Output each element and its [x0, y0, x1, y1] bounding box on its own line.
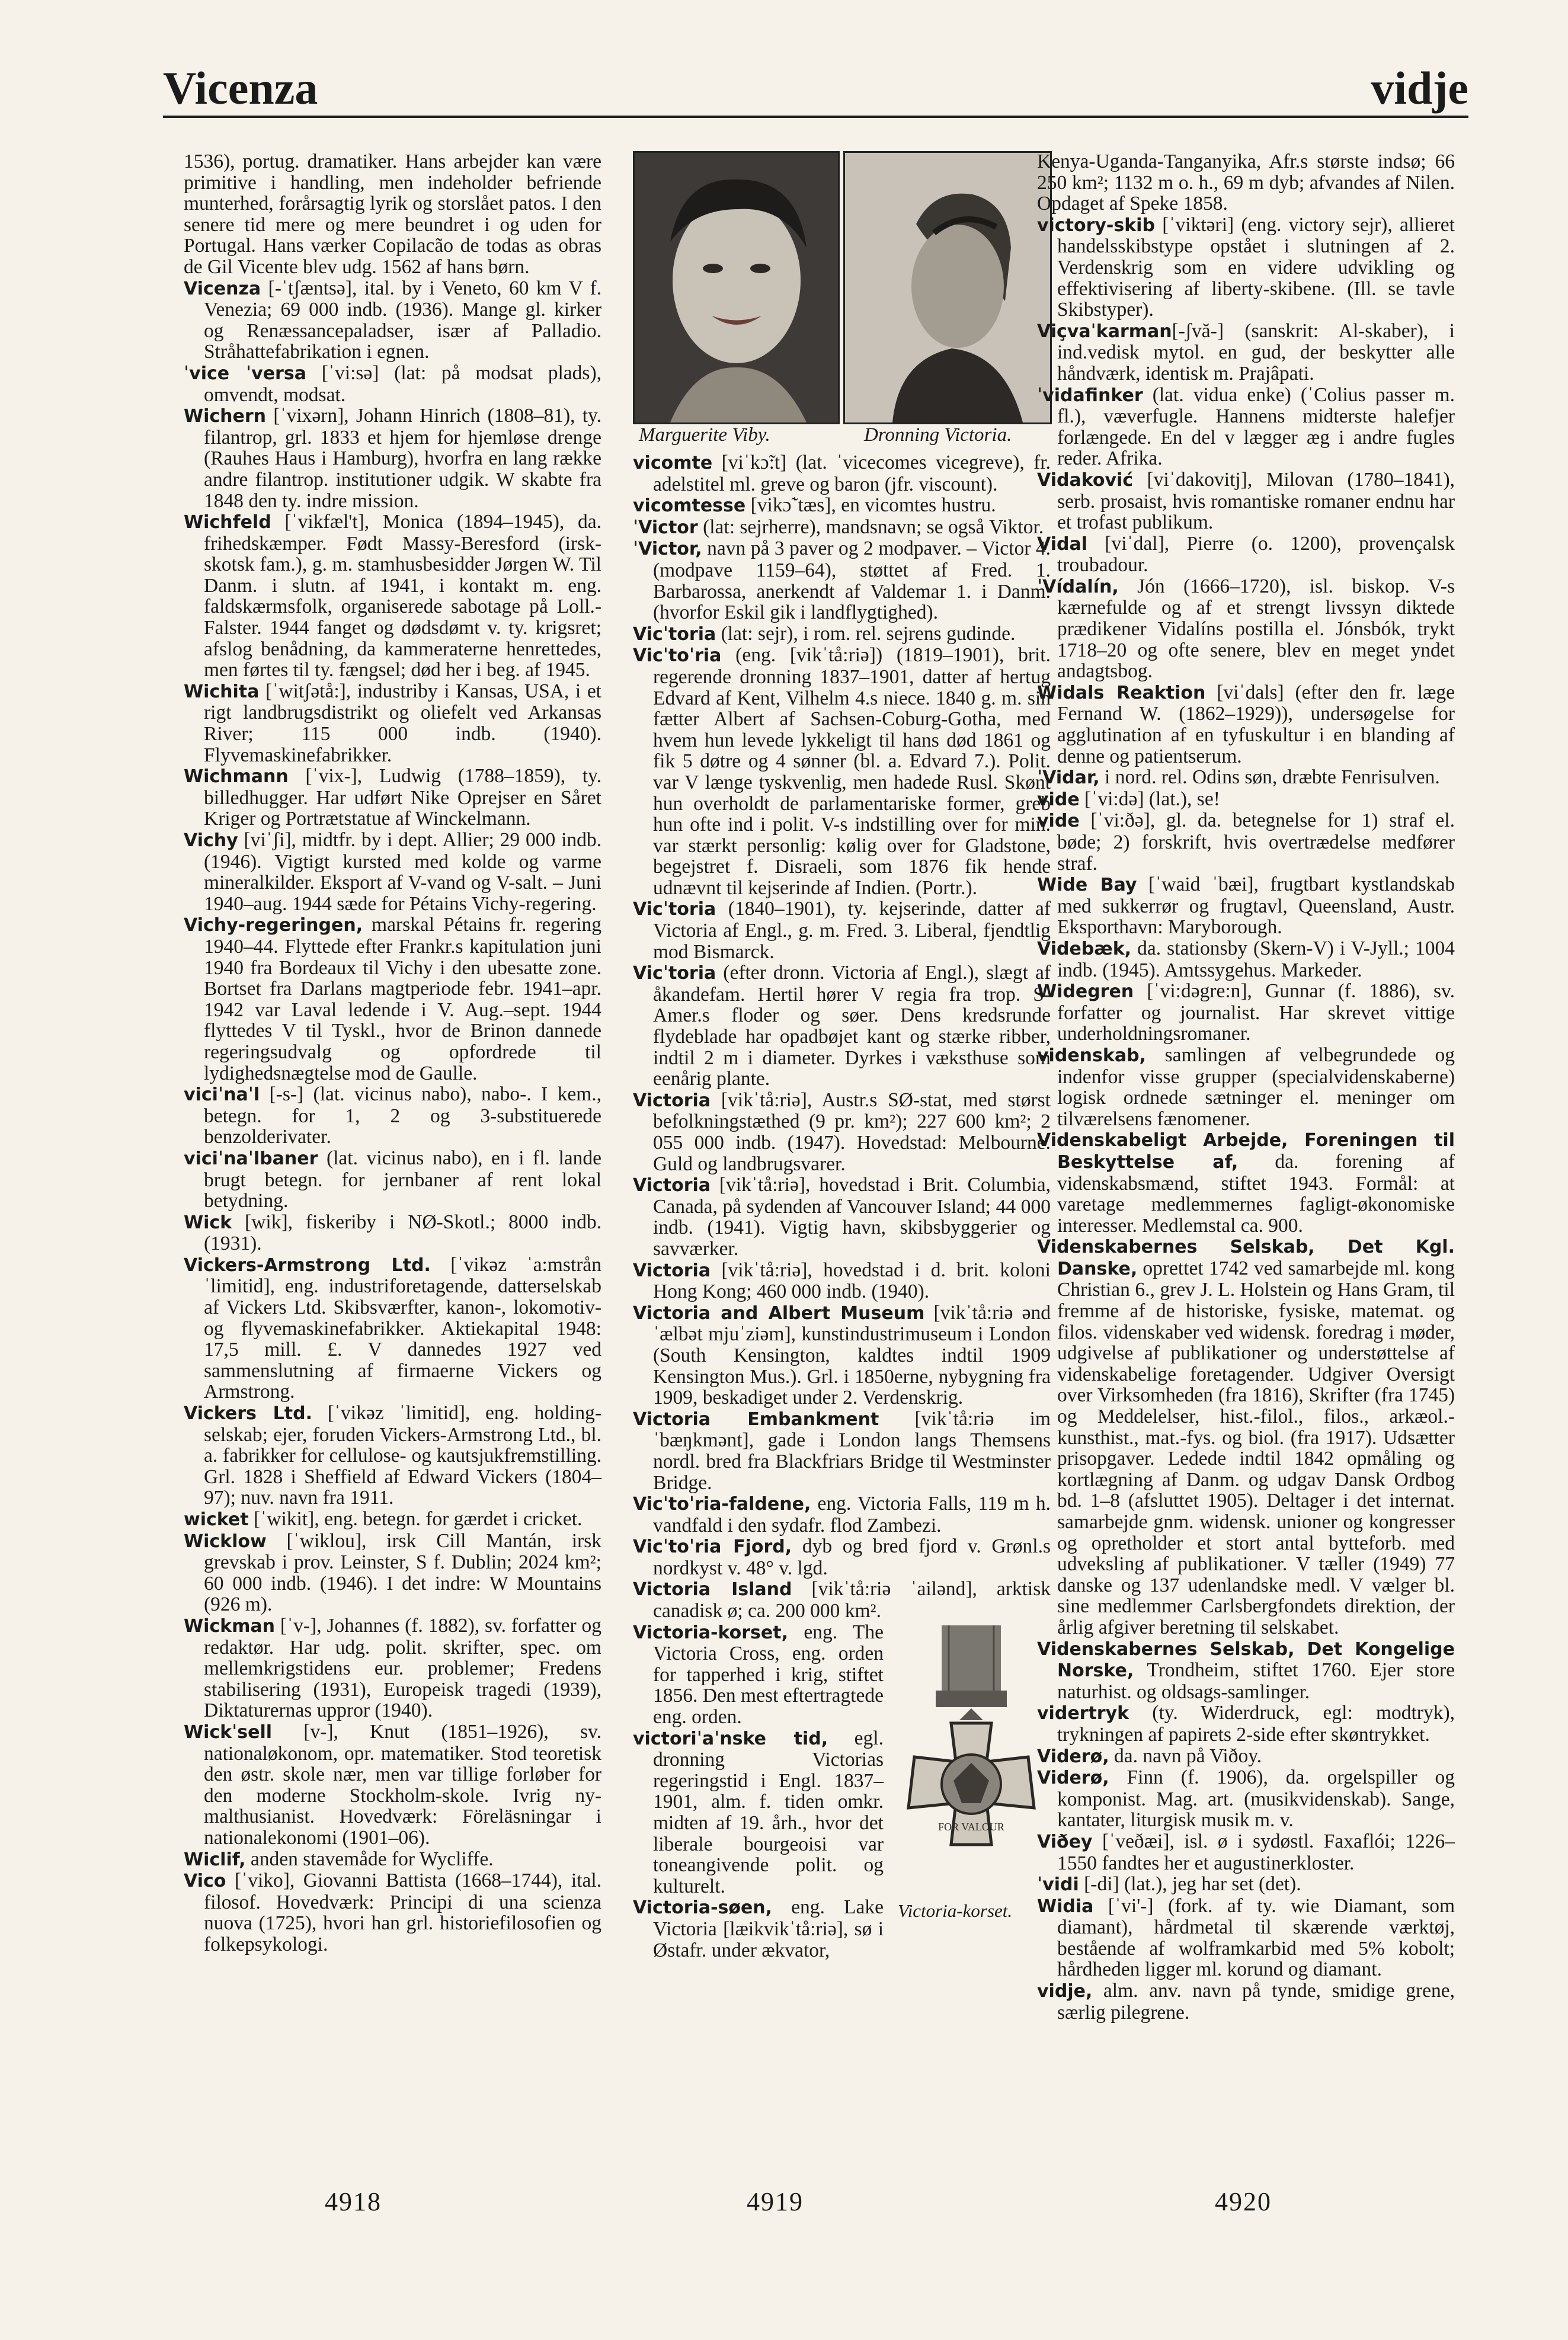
dictionary-entry [1037, 810, 1455, 874]
entry-text: [ˈvix-], Ludwig (1788–1859), ty. billedhugger. Har udført Nike Oprejser en Såret Kriger og Portrætstatue af Winckelmann. [204, 765, 601, 830]
dictionary-entry [184, 1212, 601, 1254]
entry-headword: wicket [184, 1509, 249, 1530]
dictionary-entry [184, 1870, 601, 1955]
page-number-middle: 4919 [747, 2187, 804, 2216]
entry-headword: ˈVictor, [633, 539, 702, 560]
entry-text: [ˈwitʃətå:], industriby i Kansas, USA, i et rigt landbrugsdistrikt og oliefelt ved Arkansas River; 115 000 indb. (1940). Flyvemaskinefabrikker. [204, 680, 601, 766]
entry-text: alm. anv. navn på tynde, smidige grene, særlig pilegrene. [1057, 1980, 1455, 2024]
entry-headword: vidertryk [1037, 1703, 1129, 1724]
dictionary-entry [184, 1721, 601, 1849]
entry-text: (lat: sejr), i rom. rel. sejrens gudinde. [716, 622, 1016, 645]
entry-headword: Vicˈtoria [633, 899, 716, 920]
entry-headword: Vickers-Armstrong Ltd. [184, 1254, 431, 1276]
dictionary-entry [184, 511, 601, 681]
dictionary-entry [1037, 1702, 1455, 1745]
caption-queen-victoria: Dronning Victoria. [864, 424, 1012, 446]
dictionary-entry [184, 766, 601, 830]
entry-headword: vide [1037, 811, 1080, 832]
entry-headword: Wick [184, 1212, 232, 1233]
dictionary-entry [1037, 321, 1455, 385]
entry-text: [ˈwaid ˈbæi], frugtbart kystlandskab med sukkerrør og frugtavl, Queensland, Austr. Eksporthavn: Maryborough. [1057, 873, 1455, 939]
entry-text: [viˈdal], Pierre (o. 1200), provençalsk troubadour. [1057, 532, 1455, 577]
entry-headword: Widals Reaktion [1037, 682, 1206, 703]
entry-text: [ˈvixərn], Johann Hinrich (1808–81), ty. filantrop, grl. 1833 et hjem for hjemløse drenge (Rauhes Haus i Hamburg), hvorfra en lang række andre filantrop. institutioner udgik. W skabte fra 1848 den ty. indre mission. [204, 405, 601, 512]
dictionary-entry [184, 1531, 601, 1615]
column-left [184, 151, 601, 1955]
dictionary-entry [633, 1493, 1051, 1536]
dictionary-entry [184, 405, 601, 511]
dictionary-entry [633, 1409, 1051, 1493]
entry-headword: Wickˈsell [184, 1721, 273, 1743]
entry-headword: Vicˈtoria [633, 623, 716, 645]
dictionary-entry [633, 645, 1051, 898]
entry-headword: Wichita [184, 681, 260, 702]
column-right [1037, 151, 1455, 2023]
entry-text: [viˈdals] (efter den fr. læge Fernand W. (1862–1929)), undersøgelse for agglutination af en tyfuskultur i en blanding af denne og patientserum. [1057, 681, 1455, 767]
entry-headword: Vichy [184, 830, 238, 851]
dictionary-entry [1037, 215, 1455, 321]
dictionary-entry [1037, 789, 1455, 811]
entry-text: Jón (1666–1720), isl. biskop. V-s kærnefulde og af et strengt livssyn diktede prædikener Vidalíns postilla el. Jónsbók, trykt 1718–20 og ofte senere, blev en meget yndet andagtsbog. [1057, 575, 1455, 683]
entry-headword: Vicˈtoˈria [633, 645, 722, 667]
entry-text: samlingen af velbegrundede og indenfor visse grupper (specialvidenskaberne) logisk ordnede sætninger el. meninger om tilværelsens fænomener. [1057, 1043, 1455, 1130]
entry-text: [vikˈtå:riə], Austr.s SØ-stat, med størst befolkningstæthed (9 pr. km²); 227 600 km²; 2 055 000 indb. (1947). Hovedstad: Melbourne. Guld og landbrugsvarer. [653, 1089, 1051, 1175]
entry-text: (1840–1901), ty. kejserinde, datter af Victoria af Engl., g. m. Fred. 3. Liberal, fjendtlig mod Bismarck. [653, 898, 1051, 963]
dictionary-entry [1037, 1767, 1455, 1831]
dictionary-entry [184, 278, 601, 363]
dictionary-entry [1037, 1980, 1455, 2023]
entry-headword: Victoria [633, 1260, 711, 1281]
dictionary-entry [1037, 1236, 1455, 1638]
entry-text: (lat: sejrherre), mandsnavn; se også Viktor. [697, 516, 1044, 538]
dictionary-entry [1037, 874, 1455, 938]
dictionary-entry [184, 1084, 601, 1148]
entry-text: [viˈʃi], midtfr. by i dept. Allier; 29 000 indb. (1946). Vigtigt kursted med kolde og varme mineralkilder. Eksport af V-vand og V-salt. – Juni 1940–aug. 1944 sæde for Pétains Vichy-regering. [204, 829, 601, 915]
dictionary-entry [184, 681, 601, 766]
dictionary-entry [184, 1509, 601, 1531]
entry-text: eng. Victoria Falls, 119 m h. vandfald i den sydafr. flod Zambezi. [653, 1493, 1051, 1536]
entry-text: [ˈvi:sə] (lat: på modsat plads), omvendt, modsat. [204, 361, 601, 406]
entry-text: [ˈwikit], eng. betegn. for gærdet i cricket. [248, 1508, 583, 1530]
dictionary-entry [633, 898, 1051, 962]
dictionary-entry [1037, 385, 1455, 469]
dictionary-entry [1037, 1638, 1455, 1703]
entry-headword: Victoria Embankment [633, 1409, 879, 1430]
entry-headword: ˈVictor [633, 517, 698, 538]
entry-headword: Victoria-korset, [633, 1622, 788, 1643]
entry-text: (lat. vidua enke) (ˈColius passer m. fl.), væverfugle. Hannens midterste halefjer forlængede. En del v lægger æg i andre fugles reder. Afrika. [1057, 383, 1455, 470]
dictionary-entry [633, 623, 1051, 645]
dictionary-entry [1037, 1874, 1455, 1896]
entry-headword: vicomte [633, 453, 713, 473]
entry-headword: Viderø, [1037, 1768, 1109, 1789]
medal-inscription: FOR VALOUR [938, 1820, 1004, 1833]
entry-text: da. navn på Viðoy. [1109, 1744, 1262, 1767]
entry-headword: Vichy-regeringen, [184, 915, 363, 936]
header-first-word: Vicenza [163, 62, 318, 114]
entry-text: [ˈviko], Giovanni Battista (1668–1744), ital. filosof. Hovedværk: Principi di una scienza nuova (1725), hvori han grl. historiefilosofien og folkepsykologi. [204, 1870, 601, 1955]
dictionary-entry [184, 914, 601, 1084]
entry-text: [viˈdakovitj], Milovan (1780–1841), serb. prosaist, hvis romantiske romaner endnu har et trofast publikum. [1057, 468, 1455, 534]
entry-text: da. stationsby (Skern-V) i V-Jyll.; 1004 indb. (1945). Amtssygehus. Markeder. [1057, 937, 1455, 981]
entry-headword: victory-skib [1037, 215, 1155, 236]
entry-text: [vikˈtå:riə ənd ˈælbət mjuˈziəm], kunstindustrimuseum i London (South Kensington, kaldtes indtil 1909 Kensington Mus.). Grl. i 1850erne, nybygning fra 1909, beskadiget under 2. Verdenskrig. [653, 1301, 1051, 1409]
dictionary-entry [633, 1260, 1051, 1302]
victoria-cross-illustration [892, 1625, 1051, 1922]
dictionary-entry [1037, 151, 1455, 215]
dictionary-entry [633, 538, 1051, 623]
dictionary-entry [633, 1174, 1051, 1259]
entry-headword: Vickers Ltd. [184, 1403, 313, 1425]
entry-text: Kenya-Uganda-Tanganyika, Afr.s største indsø; 66 250 km²; 1132 m o. h., 69 m dyb; afvandes af Nilen. Opdaget af Speke 1858. [1037, 151, 1455, 215]
entry-headword: Victoria and Albert Museum [633, 1302, 925, 1324]
portrait-marguerite-viby [633, 151, 840, 424]
entry-headword: Viderø, [1037, 1746, 1109, 1767]
dictionary-entry [184, 151, 601, 278]
entry-text: dyb og bred fjord v. Grønl.s nordkyst v. 48° v. lgd. [653, 1535, 1051, 1579]
dictionary-entry [184, 1849, 601, 1871]
entry-headword: videnskab, [1037, 1045, 1146, 1066]
dictionary-entry [633, 1579, 1051, 1621]
entry-headword: Vico [184, 1871, 226, 1892]
dictionary-entry [1037, 1129, 1455, 1236]
header-last-word: vidje [1371, 62, 1468, 114]
dictionary-entry [1037, 682, 1455, 767]
page-number-left: 4918 [325, 2187, 382, 2216]
entry-text: [vikɔ̃ˈtæs], en vicomtes hustru. [745, 494, 996, 517]
dictionary-entry [1037, 938, 1455, 981]
entry-text: marskal Pétains fr. regering 1940–44. Flyttede efter Frankr.s kapitulation juni 1940 fra Bordeaux til Vichy i den ubesatte zone. Bortset fra Darlans magtperiode febr. 1941–apr. 1942 var Laval ledende i V. Aug.–sept. 1944 flyttedes V til Tyskl., hvor de Brinon dannede regeringsudvalg og opfordrede til lydighedsnægtelse mod de Gaulle. [204, 914, 601, 1084]
entry-headword: ˈvidi [1037, 1874, 1079, 1896]
caption-marguerite-viby: Marguerite Viby. [639, 424, 770, 446]
entry-headword: ˈvidafinker [1037, 385, 1143, 406]
caption-victoria-cross: Victoria-korset. [898, 1900, 1013, 1922]
entry-headword: Videnskabernes Selskab, Det Kongelige Norske, [1037, 1638, 1455, 1682]
entry-headword: Vicenza [184, 278, 261, 299]
entry-text: [vikˈtå:riə], hovedstad i Brit. Columbia, Canada, på sydenden af Vancouver Island; 44 000 indb. (1941). Vigtig havn, skibsbyggerier og savværker. [653, 1174, 1051, 1260]
entry-headword: Videnskabernes Selskab, Det Kgl. Danske, [1037, 1237, 1455, 1279]
entry-text: [ˈvi'-] (fork. af ty. wie Diamant, som diamant), hårdmetal til skærende værktøj, bestående af wolframkarbid med 5% kobolt; hårdheden ligger ml. korund og diamant. [1057, 1894, 1455, 1981]
entry-headword: Wichfeld [184, 512, 271, 533]
entry-text: [-ʃvă-] (sanskrit: Al-skaber), i ind.vedisk mytol. en gud, der beskytter alle håndværk, identisk m. Prajâpati. [1057, 319, 1455, 385]
dictionary-entry [633, 517, 1051, 539]
entry-headword: viciˈnaˈl [184, 1084, 260, 1106]
entry-text: [ˈwiklou], irsk Cill Mantán, irsk grevskab i prov. Leinster, S f. Dublin; 2024 km²; 60 000 indb. (1946). I det indre: W Mountains (926 m). [204, 1529, 601, 1616]
entry-headword: Wichmann [184, 766, 289, 788]
dictionary-entry [633, 1090, 1051, 1174]
entry-text: [vikˈtå:riə ˈailənd], arktisk canadisk ø; ca. 200 000 km². [653, 1578, 1051, 1622]
entry-headword: vicomtesse [633, 495, 746, 517]
entry-headword: Victoria [633, 1090, 711, 1111]
entry-text: 1536), portug. dramatiker. Hans arbejder kan være primitive i handling, men indeholder befriende munterhed, forårsagtig lyrik og storslået patos. I den senere tid mere og mere beundret i og uden for Portugal. Hans værker Copilacão de todas as obras de Gil Vicente blev udg. 1562 af hans børn. [184, 151, 601, 278]
entry-text: [wik], fiskeriby i NØ-Skotl.; 8000 indb. (1931). [204, 1211, 601, 1255]
portrait-queen-victoria [843, 151, 1052, 424]
entry-text: [-ˈtʃæntsə], ital. by i Veneto, 60 km V f. Venezia; 69 000 indb. (1936). Mange gl. kirker og Renæssancepaladser, især af Palladio. Stråhattefabrikation i egnen. [204, 277, 601, 363]
dictionary-entry [1037, 1045, 1455, 1129]
entry-headword: viciˈnaˈlbaner [184, 1148, 318, 1169]
dictionary-entry [184, 1148, 601, 1212]
dictionary-entry [1037, 1831, 1455, 1874]
dictionary-entry [184, 363, 601, 405]
entry-headword: vide [1037, 789, 1080, 810]
entry-headword: Vidaković [1037, 469, 1134, 491]
entry-text: Finn (f. 1906), da. orgelspiller og komponist. Mag. art. (musikvidenskab). Sange, kantater, liturgisk musik m. v. [1057, 1766, 1455, 1832]
entry-text: da. forening af videnskabsmænd, stiftet 1943. Formål: at varetage medlemmernes fagligt-økonomiske interesser. Medlemstal ca. 900. [1057, 1150, 1455, 1237]
dictionary-entry [633, 495, 1051, 517]
dictionary-entry [1037, 533, 1455, 576]
victoria-cross-icon [892, 1625, 1051, 1895]
portrait-photos [633, 151, 1051, 452]
entry-text: eng. Lake Victoria [læikvikˈtå:riə], sø i Østafr. under ækvator, [653, 1896, 884, 1961]
dictionary-entry [184, 1403, 601, 1509]
running-header [163, 59, 1468, 118]
entry-text: anden stavemåde for Wycliffe. [245, 1848, 494, 1870]
dictionary-entry [633, 962, 1051, 1090]
entry-headword: Vicˈtoria [633, 963, 716, 984]
entry-text: [vikˈtå:riə], hovedstad i d. brit. koloni Hong Kong; 460 000 indb. (1940). [653, 1259, 1051, 1303]
entry-text: [viˈkɔ̃:t] (lat. ˈvicecomes vicegreve), fr. adelstitel ml. greve og baron (jfr. viscount). [653, 452, 1051, 495]
entry-headword: Wickman [184, 1615, 275, 1637]
entry-text: egl. dronning Victorias regeringstid i Engl. 1837–1901, alm. f. tiden omkr. midten af 19. årh., hvor det liberale bourgeoisi var toneangivende polit. og kulturelt. [653, 1727, 884, 1897]
entry-text: Trondheim, stiftet 1760. Ejer store naturhist. og oldsags-samlinger. [1057, 1659, 1455, 1703]
entry-text: [-s-] (lat. vicinus nabo), nabo-. I kem., betegn. for 1, 2 og 3-substituerede benzolderivater. [204, 1083, 601, 1148]
dictionary-entry [184, 1615, 601, 1721]
entry-headword: Videbæk, [1037, 938, 1132, 959]
entry-text: [vikˈtå:riə imˈbæŋkmənt], gade i London langs Themsens nordl. bred fra Blackfriars Bridge til Westminster Bridge. [653, 1407, 1051, 1494]
dictionary-entry [633, 452, 1051, 495]
entry-headword: Widegren [1037, 981, 1134, 1003]
column-middle-entries [633, 452, 1051, 1622]
entry-headword: victoriˈaˈnske tid, [633, 1728, 828, 1749]
entry-text: [v-], Knut (1851–1926), sv. nationaløkonom, opr. matematiker. Stod teoretisk den østr. skole nær, men var tillige forløber for den moderne Stockholm-skole. Ivrig ny-malthusianist. Hovedværk: Föreläsningar i nationalekonomi (1901–06). [204, 1720, 601, 1849]
entry-text: [-di] (lat.), jeg har set (det). [1079, 1873, 1301, 1896]
entry-headword: Wicklow [184, 1531, 267, 1552]
entry-text: oprettet 1742 ved samarbejde ml. kong Christian 6., grev J. L. Holstein og Hans Gram, til fremme af de historiske, fysiske, matemat. og filos. videnskaber ved widensk. foredrag i møder, udgivelse af publikationer og understøttelse af videnskabelige foretagender. Udgiver Oversigt over Virksomheden (fra 1816), Skrifter (fra 1745) og Meddelelser, hist.-filol., filos., arkæol.-kunsthist., mat.-fys. og biol. (fra 1917). Udsætter prisopgaver. Ledede indtil 1842 opmåling og kortlægning af Danm. og udgav Dansk Ordbog bd. 1–8 (afsluttet 1905). Deltager i det internat. samarbejde gnm. widensk. unioner og kongresser og opretholder et stort antal bytteforb. med udveksling af publikationer. V tæller (1949) 77 danske og 137 udenlandske medl. V vælger bl. sine medlemmer Carlsbergfondets direktion, der årlig afgiver beretning til selskabet. [1057, 1257, 1455, 1638]
entry-text: [ˈvikəz ˈlimitid], eng. holding-selskab; ejer, foruden Vickers-Armstrong Ltd., bl. a. fabrikker for cellulose- og kautsjukfremstilling. Grl. 1828 i Sheffield af Edward Vickers (1804–97); nuv. navn fra 1911. [204, 1402, 601, 1509]
dictionary-entry [1037, 1746, 1455, 1768]
entry-headword: Victoria [633, 1175, 711, 1196]
entry-text: [ˈvikəz ˈa:mstrån ˈlimitid], eng. industriforetagende, datterselskab af Vickers Ltd. Skibsværfter, kanon-, lokomotiv- og flyvemaskinefabrikker. Aktiekapital 1948: 17,5 mill. £. V dannedes 1927 ved sammenslutning af firmaerne Vickers og Armstrong. [204, 1253, 601, 1403]
dictionary-entry [1037, 469, 1455, 533]
entry-headword: Wichern [184, 406, 267, 427]
entry-headword: Viðey [1037, 1831, 1093, 1852]
entry-text: [ˈv-], Johannes (f. 1882), sv. forfatter og redaktør. Har udg. polit. skrifter, spec. om mellemkrigstidens eur. problemer; Fredens stabilisering (1931), Europeisk tragedi (1939), Diktaturernas uppror (1940). [204, 1614, 601, 1722]
dictionary-entry [633, 1536, 1051, 1579]
column-middle [633, 151, 1051, 1961]
entry-headword: Videnskabeligt Arbejde, Foreningen til Beskyttelse af, [1037, 1130, 1455, 1173]
dictionary-entry [184, 1254, 601, 1403]
entry-text: [ˈvi:ðə], gl. da. betegnelse for 1) straf el. bøde; 2) forskrift, hvis overtrædelse medfører straf. [1057, 809, 1455, 875]
entry-text: [ˈveðæi], isl. ø i sydøstl. Faxaflói; 1226–1550 fandtes her et augustinerkloster. [1057, 1830, 1455, 1874]
entry-text: (lat. vicinus nabo), en i fl. lande brugt betegn. for jernbaner af rent lokal betydning. [204, 1147, 601, 1212]
entry-headword: Vidal [1037, 533, 1087, 555]
entry-headword: Vicˈtoˈria-faldene, [633, 1494, 811, 1515]
entry-headword: Victoria Island [633, 1579, 792, 1600]
dictionary-entry [633, 1302, 1051, 1409]
entry-headword: ˈVídalín, [1037, 576, 1119, 597]
entry-text: [ˈviktəri] (eng. victory sejr), allieret handelsskibstype opstået i slutningen af 2. Verdenskrig som en videre udvikling og effektivisering af liberty-skibene. (Ill. se tavle Skibstyper). [1057, 213, 1455, 321]
page-number-right: 4920 [1215, 2187, 1272, 2216]
entry-text: eng. The Victoria Cross, eng. orden for tapperhed i krig, stiftet 1856. Den mest eftertragtede eng. orden. [653, 1621, 884, 1728]
entry-text: (eng. [vikˈtå:riə]) (1819–1901), brit. regerende dronning 1837–1901, datter af hertug Edvard af Kent, Vilhelm 4.s niece. 1840 g. m. sin fætter Albert af Sachsen-Coburg-Gotha, med hvem hun levede lykkeligt til hans død 1861 og fik 5 døtre og 4 sønner (bl. a. Edvard 7.). Polit. var V længe tyskvenlig, men hadede Rusl. Skønt hun overholdt de parlamentariske former, greb hun ofte ind i polit. V-s indstilling over for min. var stærkt personlig: kølig over for Gladstone, begejstret f. Disraeli, som 1876 fik hende udnævnt til kejserinde af Indien. (Portr.). [653, 644, 1051, 899]
entry-text: navn på 3 paver og 2 modpaver. – Victor 4. (modpave 1159–64), støttet af Fred. 1. Barbarossa, anerkendt af Valdemar 1. i Danm. (hvorfor Eskil gik i landflygtighed). [653, 537, 1051, 624]
dictionary-entry [184, 830, 601, 914]
entry-headword: Wide Bay [1037, 875, 1137, 896]
entry-text: [ˈvi:dəgre:n], Gunnar (f. 1886), sv. forfatter og journalist. Har skrevet vittige underholdningsromaner. [1057, 980, 1455, 1045]
entry-headword: vidje, [1037, 1981, 1093, 2002]
entry-text: [ˈvi:də] (lat.), se! [1079, 788, 1220, 810]
entry-headword: Vicˈtoˈria Fjord, [633, 1536, 792, 1558]
dictionary-entry [1037, 1896, 1455, 1980]
entry-text: (ty. Widerdruck, egl: modtryk), trykningen af papirets 2-side efter skøntrykket. [1057, 1702, 1455, 1746]
dictionary-entry [1037, 576, 1455, 682]
dictionary-entry [1037, 981, 1455, 1045]
entry-headword: Viçvaˈkarman [1037, 321, 1172, 342]
entry-headword: Widia [1037, 1896, 1094, 1917]
entry-text: i nord. rel. Odins søn, dræbte Fenrisulven. [1099, 766, 1440, 789]
entry-text: (efter dronn. Victoria af Engl.), slægt af åkandefam. Hertil hører V regia fra trop. S-Amer.s floder og søer. Dens kredsrunde flydeblade har opadbøjet kant og stærke ribber, indtil 2 m i diameter. Dyrkes i væksthuse som eenårig plante. [653, 962, 1051, 1090]
entry-text: [ˈvikfæl't], Monica (1894–1945), da. frihedskæmper. Født Massy-Beresford (irsk-skotsk fam.), g. m. stamhusbesidder Jørgen W. Til Danm. i slutn. af 1941, i kontakt m. eng. faldskærmsfolk, organiserede sabotage på Loll.-Falster. 1944 fanget og dødsdømt v. ty. krigsret; afslog benådning, da kammeraterne henrettedes, men førtes til ty. fængsel; død her i beg. af 1945. [204, 511, 601, 681]
entry-headword: ˈvice ˈversa [184, 363, 306, 384]
entry-headword: Victoria-søen, [633, 1897, 773, 1919]
dictionary-entry [1037, 767, 1455, 789]
entry-headword: ˈVidar, [1037, 767, 1100, 789]
entry-headword: Wiclif, [184, 1849, 246, 1870]
